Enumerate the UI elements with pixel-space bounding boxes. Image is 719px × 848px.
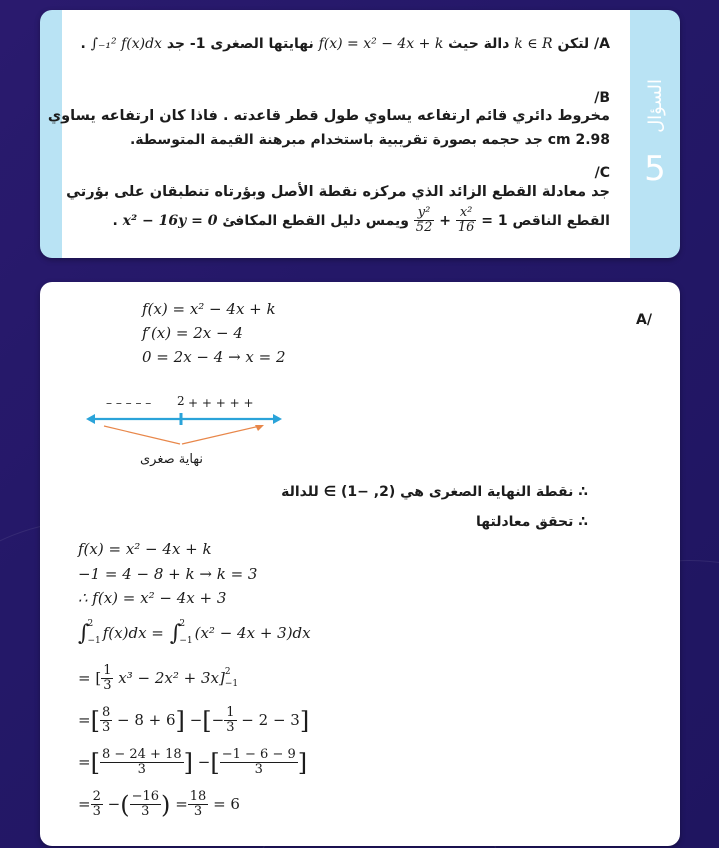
question-c-line2-b: ويمس دليل القطع المكافئ <box>222 212 409 229</box>
question-a-integral: ∫₋₁² f(x)dx <box>90 36 162 52</box>
step-6: =[ $\frac{8}{3}$ − 8 + 6] −[− $\frac{1}{3}$ − 2 − 3] <box>78 705 310 736</box>
question-a-text2: نهايتها الصغرى <box>210 36 314 52</box>
question-a: A/ لتكن k ∈ R دالة حيث f(x) = x² − 4x + k نهايتها الصغرى -1 جد ∫₋₁² f(x)dx . <box>80 36 610 52</box>
answer-card <box>40 282 680 846</box>
question-number-strip <box>630 10 680 258</box>
question-b-line2: 2.98 cm جد حجمه بصورة تقريبية باستخدام مبرهنة القيمة المتوسطة. <box>129 132 610 148</box>
step-8: = $\frac{2}{3}$ −( $\frac{-16}{3}$ ) = $\frac{18}{3}$ = 6 <box>78 789 240 820</box>
question-a-func: f(x) = x² − 4x + k <box>318 36 444 52</box>
integral-upper: 2 <box>179 619 186 629</box>
question-a-kset: k ∈ R <box>514 36 553 52</box>
step-1: f(x) = x² − 4x + k <box>78 540 212 558</box>
integral-sign: ∫ <box>78 620 90 646</box>
frac-1-3: $\frac{1}{3}$ <box>226 705 235 736</box>
sign-caption: نهاية صغرى <box>140 452 203 467</box>
bound-upper: 2 <box>224 667 231 678</box>
question-c-line1: جد معادلة القطع الزائد الذي مركزه نقطة الأصل وبؤرتاه تنطبقان على بؤرتي <box>66 184 610 200</box>
integral-sign: ∫ <box>169 620 182 646</box>
step-6-a-rest: − 8 + 6 <box>117 710 176 729</box>
integral-lower: −1 <box>179 636 193 647</box>
step-7: =[ $\frac{8 - 24 + 18}{3}$ ] −[ $\frac{-1 - 6 - 9}{3}$ ] <box>78 747 308 778</box>
frac-2-3: $\frac{2}{3}$ <box>92 789 101 820</box>
question-a-text3: جد <box>166 36 186 52</box>
sign-left: – – – – – <box>106 396 152 410</box>
therefore-1: ∴ نقطة النهاية الصغرى هي (2, −1) ∋ للدالة <box>281 484 588 500</box>
frac-neg16-3: $\frac{-16}{3}$ <box>131 789 160 820</box>
step-6-b-rest: − 2 − 3 <box>241 710 300 729</box>
integral-right: (x² − 4x + 3)dx <box>194 624 311 643</box>
frac-step7-b: $\frac{-1 - 6 - 9}{3}$ <box>221 747 296 778</box>
step-5-open: = [ <box>78 668 102 687</box>
ellipse-y-frac: $\frac{\text{y²}}{52}$ <box>415 205 433 236</box>
increasing-arrow <box>182 426 260 444</box>
sign-point: 2 <box>177 394 185 408</box>
step-2: −1 = 4 − 8 + k → k = 3 <box>78 565 258 583</box>
answer-line-1: f(x) = x² − 4x + k <box>142 300 276 318</box>
frac-8-3: $\frac{8}{3}$ <box>101 705 111 736</box>
final-result: = 6 <box>213 794 240 813</box>
ellipse-equation: $\frac{\text{y²}}{52}$ + $\frac{\text{x²}}{16}$ = 1 <box>415 205 508 236</box>
question-a-prefix: A/ لتكن <box>557 36 610 52</box>
question-c-label: C/ <box>594 165 610 181</box>
question-c-end: . <box>112 212 118 229</box>
answer-line-3: 0 = 2x − 4 → x = 2 <box>142 348 286 366</box>
frac-18-3: $\frac{18}{3}$ <box>189 789 207 820</box>
one-third-frac: $\frac{1}{3}$ <box>103 663 112 694</box>
decreasing-arrow <box>104 426 180 444</box>
bound-lower: −1 <box>224 678 239 689</box>
parabola-equation: x² − 16y = 0 <box>122 212 218 229</box>
question-b-line1: مخروط دائري قائم ارتفاعه يساوي طول قطر قاعدته . فاذا كان ارتفاعه يساوي <box>47 108 610 124</box>
therefore-2: ∴ تحقق معادلتها <box>475 514 588 530</box>
frac-step7-a: $\frac{8 - 24 + 18}{3}$ <box>101 747 182 778</box>
question-number: 5 <box>644 148 666 189</box>
sign-diagram <box>84 408 284 448</box>
question-label: السؤال <box>644 79 666 133</box>
step-5-expr: x³ − 2x² + 3x] <box>118 668 225 687</box>
answer-line-2: f′(x) = 2x − 4 <box>142 324 243 342</box>
answer-label: A/ <box>636 312 652 328</box>
question-c-line2 <box>80 206 610 236</box>
step-4 <box>78 616 311 650</box>
step-5 <box>78 664 238 694</box>
question-a-min: -1 <box>189 36 206 52</box>
integral-lower: −1 <box>87 636 101 647</box>
axis-arrow-right <box>273 414 282 424</box>
axis-arrow-left <box>86 414 95 424</box>
question-b-label: B/ <box>594 90 610 106</box>
question-c-line2-a: القطع الناقص <box>512 212 610 229</box>
ellipse-x-frac: $\frac{\text{x²}}{16}$ <box>457 205 475 236</box>
question-a-text1: دالة حيث <box>448 36 510 52</box>
question-card <box>40 10 680 258</box>
sign-right: + + + + + <box>188 396 254 410</box>
integral-upper: 2 <box>87 619 94 629</box>
step-3: ∴ f(x) = x² − 4x + 3 <box>78 589 227 607</box>
integral-left: f(x)dx = <box>102 624 164 643</box>
